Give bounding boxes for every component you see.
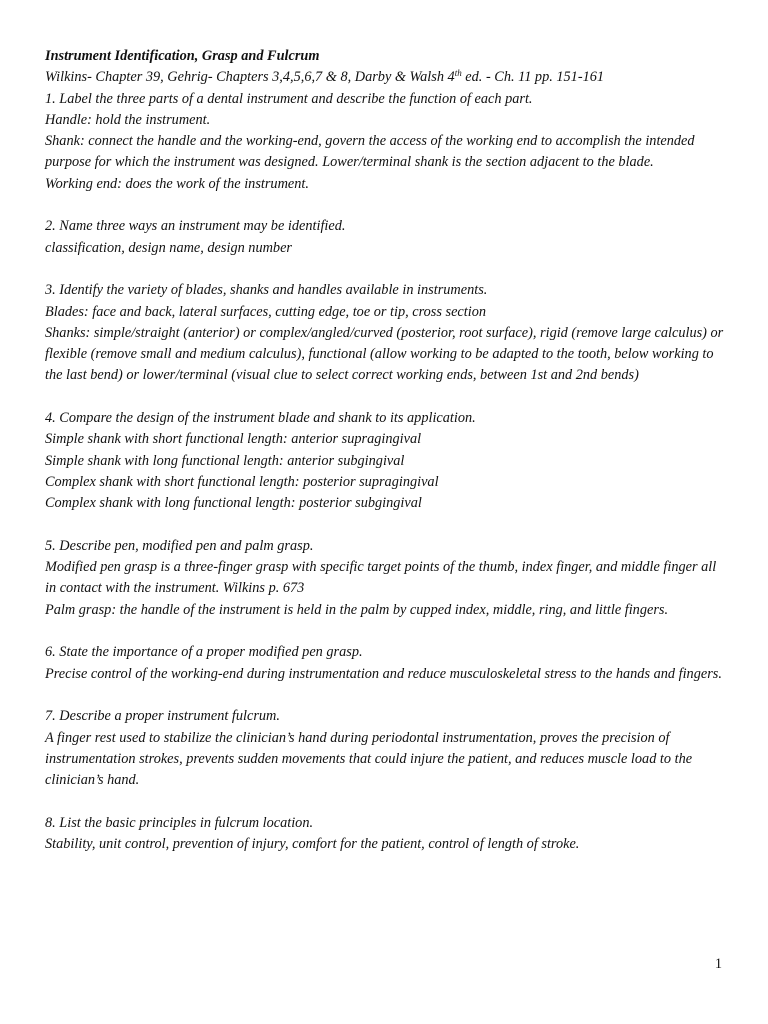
answer-8: Stability, unit control, prevention of injury, comfort for the patient, control of length of stroke. xyxy=(45,835,580,852)
question-1: 1. Label the three parts of a dental instrument and describe the function of each part. xyxy=(45,90,533,107)
question-3: 3. Identify the variety of blades, shanks and handles available in instruments. xyxy=(45,282,488,299)
answer-5-palm: Palm grasp: the handle of the instrument is held in the palm by cupped index, middle, ring, and little fingers. xyxy=(45,601,669,618)
answer-3-shanks: Shanks: simple/straight (anterior) or complex/angled/curved (posterior, root surface), rigid (remove large calculus) or flexible (remove small and medium calculus), functional (allow working to be adapted to the tooth, below working to the last bend) or lower/terminal (visual clue to select correct working ends, between 1st and 2nd bends) xyxy=(45,324,724,384)
section-spacer xyxy=(45,387,725,408)
question-7: 7. Describe a proper instrument fulcrum. xyxy=(45,708,280,725)
answer-2: classification, design name, design number xyxy=(45,239,292,256)
answer-3-blades: Blades: face and back, lateral surfaces, cutting edge, toe or tip, cross section xyxy=(45,303,486,320)
answer-7: A finger rest used to stabilize the clinician’s hand during periodontal instrumentation, proves the precision of instrumentation strokes, prevents sudden movements that could injure the patient, and reduces muscle load to the clinician’s hand. xyxy=(45,729,693,789)
answer-4-2: Simple shank with long functional length: anterior subgingival xyxy=(45,452,405,469)
section-spacer xyxy=(45,685,725,706)
question-8: 8. List the basic principles in fulcrum location. xyxy=(45,814,314,831)
question-6: 6. State the importance of a proper modified pen grasp. xyxy=(45,644,363,661)
answer-4-3: Complex shank with short functional length: posterior supragingival xyxy=(45,473,439,490)
reference-line xyxy=(45,67,725,88)
reference-superscript: th xyxy=(454,68,462,79)
section-spacer xyxy=(45,195,725,216)
page-number: 1 xyxy=(714,956,722,972)
answer-1-shank: Shank: connect the handle and the working-end, govern the access of the working end to accomplish the intended purpose for which the instrument was designed. Lower/terminal shank is the section adjacent to the blade. xyxy=(45,133,695,171)
question-2: 2. Name three ways an instrument may be identified. xyxy=(45,218,346,235)
section-spacer xyxy=(45,621,725,642)
section-spacer xyxy=(45,259,725,280)
reference-text-post: ed. - Ch. 11 pp. 151-161 xyxy=(461,69,605,86)
document-title: Instrument Identification, Grasp and Fulcrum xyxy=(45,48,320,64)
answer-1-working-end: Working end: does the work of the instrument. xyxy=(45,175,309,192)
answer-4-4: Complex shank with long functional length: posterior subgingival xyxy=(45,495,422,512)
reference-text-pre: Wilkins- Chapter 39, Gehrig- Chapters 3,4,5,6,7 & 8, Darby & Walsh 4 xyxy=(45,69,455,86)
question-4: 4. Compare the design of the instrument blade and shank to its application. xyxy=(45,410,476,427)
answer-6: Precise control of the working-end during instrumentation and reduce musculoskeletal stress to the hands and fingers. xyxy=(45,665,722,682)
section-spacer xyxy=(45,791,725,812)
answer-1-handle: Handle: hold the instrument. xyxy=(45,111,211,128)
question-5: 5. Describe pen, modified pen and palm grasp. xyxy=(45,537,314,554)
section-spacer xyxy=(45,515,725,536)
answer-4-1: Simple shank with short functional length: anterior supragingival xyxy=(45,431,422,448)
answer-5-modified-pen: Modified pen grasp is a three-finger grasp with specific target points of the thumb, index finger, and middle finger all in contact with the instrument. Wilkins p. 673 xyxy=(45,559,717,597)
document-page xyxy=(45,46,725,855)
